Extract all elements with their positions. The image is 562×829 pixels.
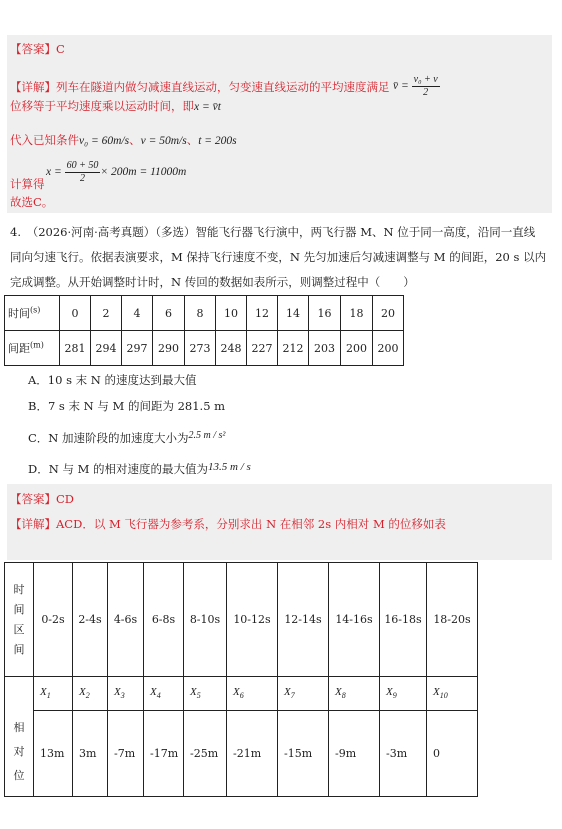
option-c-text: C．N 加速阶段的加速度大小为 <box>28 431 189 445</box>
displacement-cell: 3m <box>73 711 108 797</box>
symbol-x: X <box>335 686 342 699</box>
distance-cell: 227 <box>247 331 278 366</box>
symbol-x: X <box>190 686 197 699</box>
table-row-time <box>5 296 404 331</box>
option-c <box>28 428 225 446</box>
interval-cell: 10-12s <box>227 563 278 677</box>
symbol-x: X <box>284 686 291 699</box>
disp-char: 相 <box>13 721 25 734</box>
symbol-x: X <box>433 686 440 699</box>
symbol-cell <box>184 677 227 711</box>
interval-cell: 14-16s <box>329 563 380 677</box>
distance-cell: 212 <box>278 331 309 366</box>
formula-denominator: 2 <box>423 87 429 98</box>
symbol-sub: 9 <box>392 691 397 701</box>
formula-eq: = <box>398 80 412 93</box>
symbol-sub: 4 <box>156 691 161 701</box>
detail-line-2 <box>10 98 221 115</box>
interval-cell: 12-14s <box>278 563 329 677</box>
detail-text-1: 列车在隧道内做匀减速直线运动，匀变速直线运动的平均速度满足 <box>56 80 390 94</box>
label-distance: 间距 <box>8 342 30 355</box>
detail2-text: ACD．以 M 飞行器为参考系，分别求出 N 在相邻 2s 内相对 M 的位移如表 <box>56 517 446 531</box>
formula-average-velocity <box>393 74 440 99</box>
interval-cell: 4-6s <box>108 563 144 677</box>
interval-row <box>5 563 478 677</box>
calc-fraction <box>65 160 101 185</box>
symbol-cell <box>427 677 478 711</box>
row-label-time <box>5 296 60 331</box>
distance-cell: 248 <box>216 331 247 366</box>
formula-vbar: v̄ <box>393 80 399 93</box>
symbol-sub: 3 <box>120 691 125 701</box>
detail-line-1 <box>10 79 390 95</box>
symbol-cell <box>73 677 108 711</box>
calc-rhs: × 200m = 11000m <box>100 166 187 179</box>
answer2-value: CD <box>56 492 75 506</box>
displacement-cell: -17m <box>144 711 184 797</box>
time-cell: 2 <box>91 296 122 331</box>
displacement-cell: -7m <box>108 711 144 797</box>
label-time: 时间 <box>8 307 30 320</box>
symbol-sub: 5 <box>196 691 201 701</box>
displacement-cell: -21m <box>227 711 278 797</box>
symbol-sub: 6 <box>239 691 244 701</box>
interval-header <box>5 563 34 677</box>
header-char: 时 <box>13 582 25 596</box>
interval-cell: 18-20s <box>427 563 478 677</box>
symbol-cell <box>278 677 329 711</box>
condition-t: t = 200s <box>198 135 237 147</box>
calc-lhs: x = <box>46 166 65 179</box>
option-a: A．10 s 末 N 的速度达到最大值 <box>28 373 197 387</box>
interval-cell: 0-2s <box>34 563 73 677</box>
condition-v: v = 50m/s <box>140 135 187 147</box>
symbol-cell <box>227 677 278 711</box>
condition-v0: v₀ = 60m/s <box>79 135 130 147</box>
calc-denominator: 2 <box>80 173 85 184</box>
detail-label: 【详解】 <box>10 80 56 94</box>
symbol-sub: 1 <box>46 691 51 701</box>
row-label-distance <box>5 331 60 366</box>
calc-prefix: 计算得 <box>10 177 45 191</box>
conclusion: 故选C。 <box>10 195 54 209</box>
distance-cell: 200 <box>373 331 404 366</box>
symbol-x: X <box>40 686 47 699</box>
option-c-value: 2.5 m / s² <box>188 430 226 441</box>
formula-x-vt: x = v̄t <box>194 101 221 113</box>
unit-s: (s) <box>30 305 41 315</box>
time-cell: 4 <box>122 296 153 331</box>
symbol-cell <box>34 677 73 711</box>
distance-cell: 294 <box>91 331 122 366</box>
interval-cell: 16-18s <box>380 563 427 677</box>
distance-cell: 203 <box>309 331 341 366</box>
question-line-2: 同向匀速飞行。依据表演要求，M 保持飞行速度不变，N 先匀加速后匀减速调整与 M 的间距，20 s 以内 <box>10 250 547 264</box>
symbol-sub: 8 <box>341 691 346 701</box>
symbol-sub: 2 <box>85 691 90 701</box>
symbol-x: X <box>233 686 240 699</box>
time-cell: 12 <box>247 296 278 331</box>
interval-cell: 2-4s <box>73 563 108 677</box>
distance-cell: 297 <box>122 331 153 366</box>
time-cell: 14 <box>278 296 309 331</box>
time-cell: 10 <box>216 296 247 331</box>
table-row-distance <box>5 331 404 366</box>
question-line-3: 完成调整。从开始调整时计时，N 传回的数据如表所示，则调整过程中（ ） <box>10 275 415 289</box>
displacement-cell: -3m <box>380 711 427 797</box>
displacement-cell: -15m <box>278 711 329 797</box>
condition-prefix: 代入已知条件 <box>10 133 79 147</box>
data-table <box>4 295 404 366</box>
header-char: 间 <box>13 602 25 616</box>
option-d <box>28 459 251 477</box>
displacement-cell: 13m <box>34 711 73 797</box>
time-cell: 0 <box>60 296 91 331</box>
condition-sep-1: 、 <box>129 133 141 147</box>
displacement-cell: 0 <box>427 711 478 797</box>
time-cell: 16 <box>309 296 341 331</box>
option-b: B．7 s 末 N 与 M 的间距为 281.5 m <box>28 399 226 413</box>
option-d-text: D．N 与 M 的相对速度的最大值为 <box>28 462 209 476</box>
symbol-cell <box>144 677 184 711</box>
detail2-label: 【详解】 <box>10 517 56 531</box>
symbol-sub: 10 <box>439 691 448 701</box>
interval-cell: 8-10s <box>184 563 227 677</box>
time-cell: 8 <box>185 296 216 331</box>
calc-formula <box>46 160 186 185</box>
formula-numerator: v₀ + v <box>413 74 438 85</box>
symbol-x: X <box>386 686 393 699</box>
answer-line-2 <box>10 491 74 507</box>
displacement-cell: -9m <box>329 711 380 797</box>
disp-char: 对 <box>13 745 25 758</box>
detail2-line <box>10 516 446 532</box>
displacement-cell: -25m <box>184 711 227 797</box>
formula-fraction <box>412 74 440 99</box>
distance-cell: 273 <box>185 331 216 366</box>
symbol-sub: 7 <box>290 691 295 701</box>
header-char: 间 <box>13 642 25 656</box>
answer-value: C <box>56 42 65 56</box>
interval-cell: 6-8s <box>144 563 184 677</box>
symbol-x: X <box>114 686 121 699</box>
condition-sep-2: 、 <box>186 133 199 147</box>
time-cell: 6 <box>153 296 185 331</box>
answer-label: 【答案】 <box>10 42 56 56</box>
time-cell: 18 <box>341 296 373 331</box>
relative-displacement-table <box>4 562 478 797</box>
symbol-x: X <box>150 686 157 699</box>
displacement-header <box>5 677 34 797</box>
unit-m: (m) <box>30 340 44 350</box>
symbol-row <box>5 677 478 711</box>
displacement-row <box>5 711 478 797</box>
distance-cell: 290 <box>153 331 185 366</box>
symbol-cell <box>329 677 380 711</box>
answer2-label: 【答案】 <box>10 492 56 506</box>
answer-line-1 <box>10 41 65 57</box>
distance-cell: 281 <box>60 331 91 366</box>
time-cell: 20 <box>373 296 404 331</box>
detail-text-2: 位移等于平均速度乘以运动时间，即 <box>10 99 194 113</box>
symbol-x: X <box>79 686 86 699</box>
question-line-1: 4. （2026·河南·高考真题）（多选）智能飞行器飞行演中，两飞行器 M、N 位于同一高度，沿同一直线 <box>10 225 536 239</box>
detail-line-3 <box>10 132 237 149</box>
answer-box-1 <box>7 35 552 213</box>
header-char: 区 <box>13 622 25 636</box>
symbol-cell <box>380 677 427 711</box>
symbol-cell <box>108 677 144 711</box>
option-d-value: 13.5 m / s <box>208 461 251 473</box>
calc-numerator: 60 + 50 <box>66 160 99 171</box>
disp-char: 位 <box>13 769 25 782</box>
distance-cell: 200 <box>341 331 373 366</box>
